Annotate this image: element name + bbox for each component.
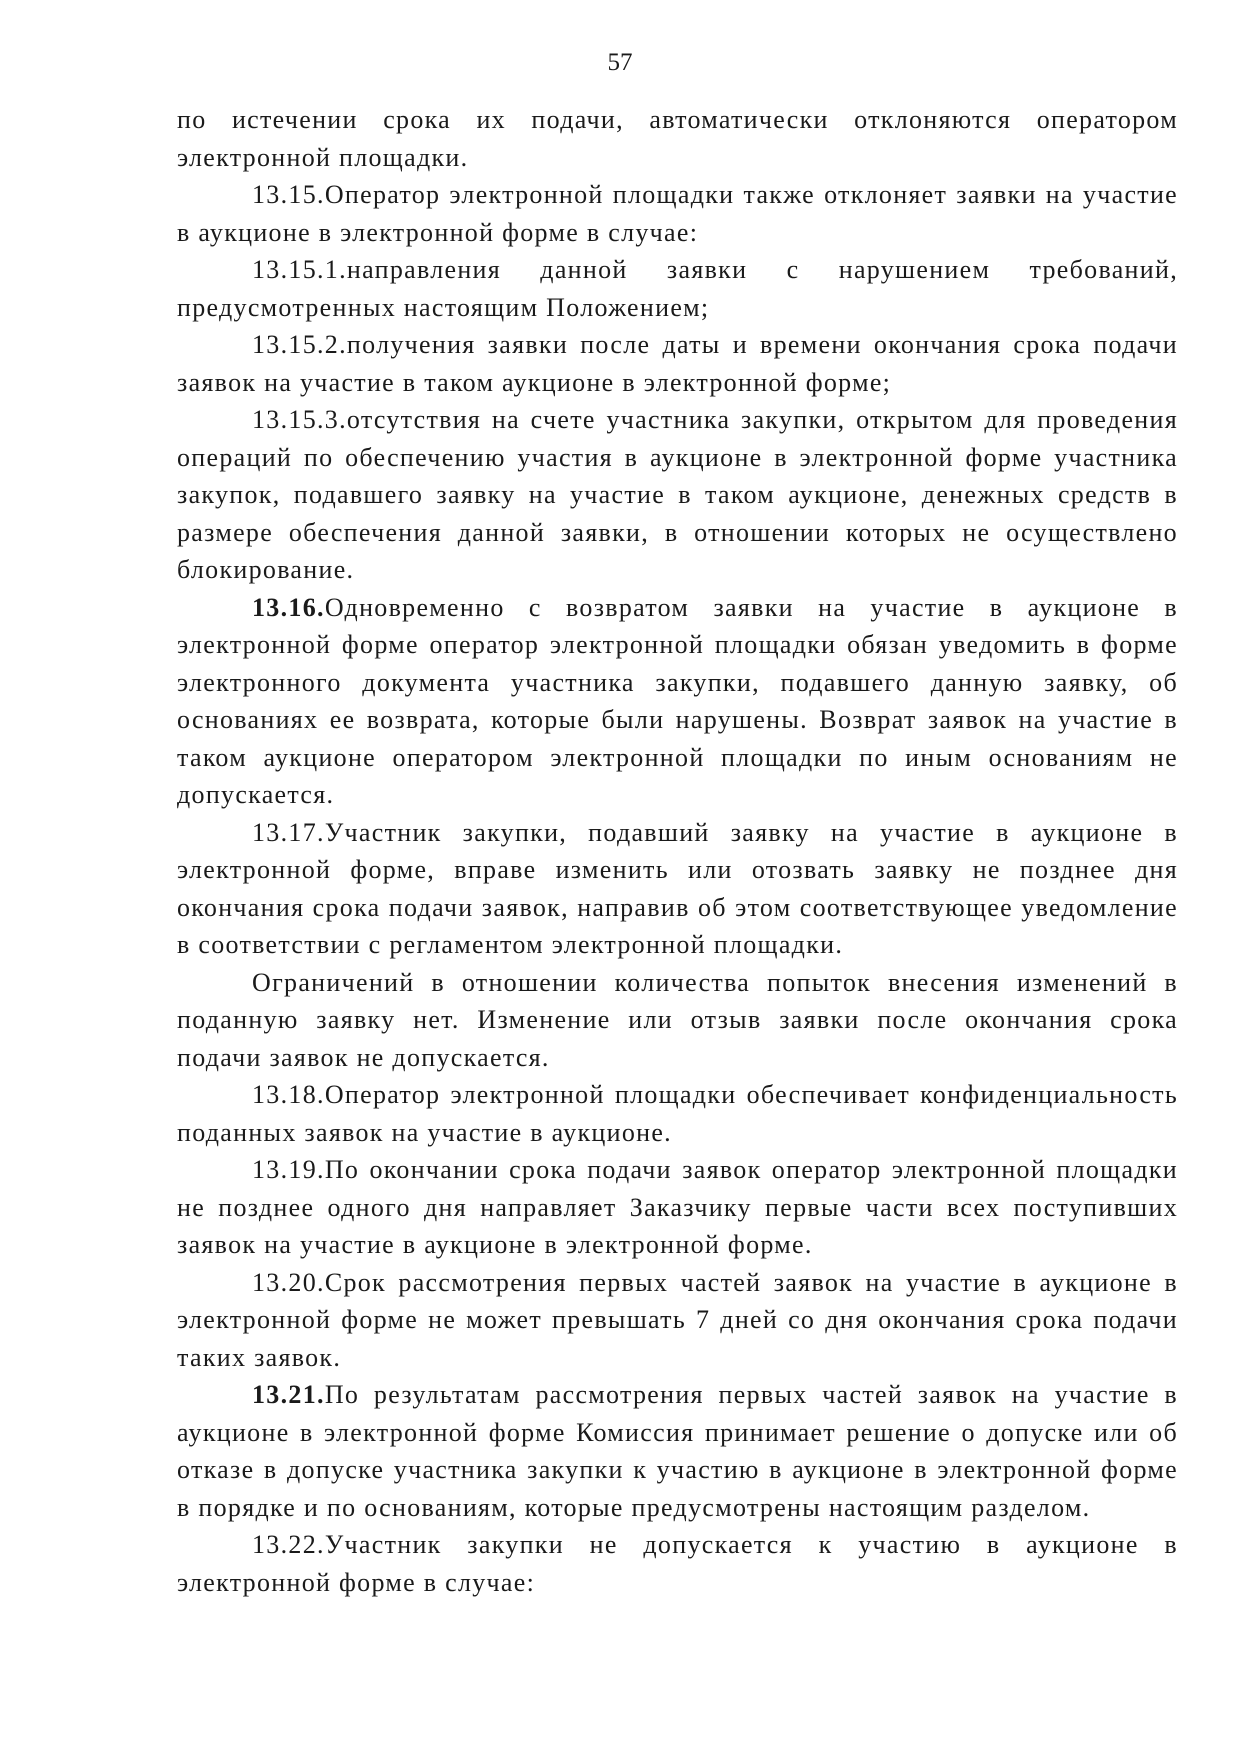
paragraph-text: Ограничений в отношении количества попыток внесения изменений в поданную заявку нет. Изменение или отзыв заявки после окончания срока подачи заявок не допускается. bbox=[177, 967, 1178, 1072]
document-body bbox=[177, 101, 1178, 1601]
clause-number: 13.18. bbox=[252, 1080, 325, 1109]
paragraph-text: направления данной заявки с нарушением требований, предусмотренных настоящим Положением; bbox=[177, 255, 1178, 322]
clause-number: 13.15. bbox=[252, 180, 325, 209]
clause-number: 13.20. bbox=[252, 1267, 325, 1297]
paragraph-text: Участник закупки, подавший заявку на участие в аукционе в электронной форме, вправе изменить или отозвать заявку не позднее дня окончания срока подачи заявок, направив об этом соответствующее уведомление в соответствии с регламентом электронной площадки. bbox=[177, 817, 1178, 959]
paragraph-text: отсутствия на счете участника закупки, открытом для проведения операций по обеспечению участия в аукционе в электронной форме участника закупок, подавшего заявку на участие в таком аукционе, денежных средств в размере обеспечения данной заявки, в отношении которых не осуществлено блокирование. bbox=[177, 405, 1178, 584]
paragraph-text: Одновременно с возвратом заявки на участие в аукционе в электронной форме оператор электронной площадки обязан уведомить в форме электронного документа участника закупки, подавшего данную заявку, об основаниях ее возврата, которые были нарушены. Возврат заявок на участие в таком аукционе оператором электронной площадки по иным основаниям не допускается. bbox=[177, 592, 1178, 809]
paragraph-13-20 bbox=[177, 1264, 1178, 1377]
paragraph-13-15-3 bbox=[177, 401, 1178, 589]
clause-number: 13.15.3. bbox=[252, 405, 347, 434]
paragraph-text: Оператор электронной площадки обеспечивает конфиденциальность поданных заявок на участие в аукционе. bbox=[177, 1080, 1178, 1147]
paragraph-13-18 bbox=[177, 1076, 1178, 1151]
paragraph-13-21 bbox=[177, 1376, 1178, 1526]
clause-number: 13.17. bbox=[252, 817, 325, 847]
paragraph-continuation bbox=[177, 101, 1178, 176]
paragraph-text: По окончании срока подачи заявок оператор электронной площадки не позднее одного дня направляет Заказчику первые части всех поступивших заявок на участие в аукционе в электронной форме. bbox=[177, 1155, 1178, 1259]
paragraph-13-17 bbox=[177, 814, 1178, 964]
paragraph-13-16 bbox=[177, 589, 1178, 814]
paragraph-13-17-limits bbox=[177, 964, 1178, 1077]
paragraph-13-15-1 bbox=[177, 251, 1178, 326]
paragraph-13-19 bbox=[177, 1151, 1178, 1264]
clause-number: 13.15.1. bbox=[252, 255, 347, 284]
page-number: 57 bbox=[607, 49, 633, 76]
paragraph-text: По результатам рассмотрения первых частей заявок на участие в аукционе в электронной форме Комиссия принимает решение о допуске или об отказе в допуске участника закупки к участию в аукционе в электронной форме в порядке и по основаниям, которые предусмотрены настоящим разделом. bbox=[177, 1380, 1178, 1522]
paragraph-text: Срок рассмотрения первых частей заявок на участие в аукционе в электронной форме не может превышать 7 дней со дня окончания срока подачи таких заявок. bbox=[177, 1267, 1178, 1372]
clause-number: 13.16. bbox=[252, 592, 325, 622]
paragraph-13-15 bbox=[177, 176, 1178, 251]
paragraph-text: по истечении срока их подачи, автоматически отклоняются оператором электронной площадки. bbox=[177, 105, 1178, 172]
clause-number: 13.15.2. bbox=[252, 330, 347, 359]
paragraph-13-22 bbox=[177, 1526, 1178, 1601]
paragraph-text: Оператор электронной площадки также отклоняет заявки на участие в аукционе в электронной форме в случае: bbox=[177, 180, 1178, 247]
paragraph-text: получения заявки после даты и времени окончания срока подачи заявок на участие в таком аукционе в электронной форме; bbox=[177, 330, 1178, 397]
clause-number: 13.21. bbox=[252, 1380, 325, 1409]
paragraph-13-15-2 bbox=[177, 326, 1178, 401]
clause-number: 13.22. bbox=[252, 1530, 325, 1559]
paragraph-text: Участник закупки не допускается к участию в аукционе в электронной форме в случае: bbox=[177, 1530, 1178, 1597]
clause-number: 13.19. bbox=[252, 1155, 325, 1184]
